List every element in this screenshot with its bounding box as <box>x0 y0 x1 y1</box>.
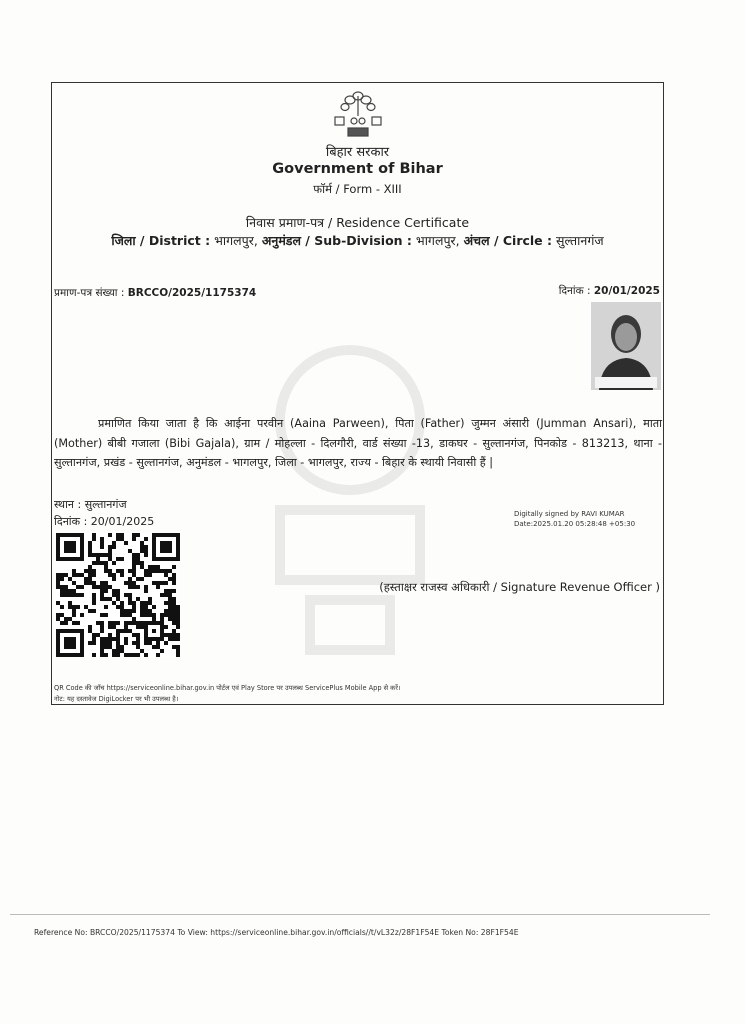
certificate-body <box>54 414 662 473</box>
cert-no-value: BRCCO/2025/1175374 <box>127 287 257 299</box>
cert-no-label: प्रमाण-पत्र संख्या : <box>54 287 125 299</box>
footer-divider <box>10 914 710 915</box>
signature-label: (हस्ताक्षर राजस्व अधिकारी / Signature Revenue Officer ) <box>379 580 660 594</box>
issue-date-value: 20/01/2025 <box>593 285 660 297</box>
photo-avatar <box>591 302 661 390</box>
digital-sign-name: Digitally signed by RAVI KUMAR <box>514 510 625 518</box>
subdivision-value: भागलपुर, <box>415 233 460 248</box>
watermark-emblem-icon <box>220 330 480 690</box>
government-title: Government of Bihar <box>272 161 443 177</box>
qr-note-line2: नोट: यह दस्तावेज DigiLocker पर भी उपलब्ध है। <box>54 695 179 703</box>
issue-date-label: दिनांक : <box>558 285 591 297</box>
reference-line: Reference No: BRCCO/2025/1175374 To View: https://serviceonline.bihar.gov.in/officials//t/vL32z/28F1F54E Token No: 28F1F54E <box>34 928 519 937</box>
state-name-hindi: बिहार सरकार <box>325 145 390 160</box>
digital-signature <box>514 509 635 529</box>
district-line <box>51 232 664 249</box>
qr-note <box>54 683 400 705</box>
qr-note-line1: QR Code की जाँच https://serviceonline.bihar.gov.in पोर्टल एवं Play Store पर उपलब्ध ServicePlus Mobile App से करें। <box>54 684 401 692</box>
certificate-body-text: प्रमाणित किया जाता है कि आईना परवीन (Aaina Parween), पिता (Father) जुम्मन अंसारी (Jumman Ansari), माता (Mother) बीबी गजाला (Bibi Gajala), ग्राम / मोहल्ला - दिलगौरी, वार्ड संख्या -13, डाकघर - सुल्तानगंज, पिनकोड - 813213, थाना - सुल्तानगंज, प्रखंड - सुल्तानगंज, अनुमंडल - भागलपुर, जिला - भागलपुर, राज्य - बिहार के स्थायी निवासी हैं | <box>54 417 662 469</box>
certificate-number <box>54 286 256 300</box>
footer-date: दिनांक : 20/01/2025 <box>54 515 155 528</box>
bihar-emblem-icon <box>332 86 384 138</box>
circle-value: सुल्तानगंज <box>556 233 604 248</box>
certificate-title: निवास प्रमाण-पत्र / Residence Certificate <box>245 215 470 230</box>
place: स्थान : सुल्तानगंज <box>54 498 127 511</box>
form-number: फॉर्म / Form - XIII <box>313 182 402 196</box>
circle-label: अंचल / Circle : <box>463 233 553 248</box>
subdivision-label: अनुमंडल / Sub-Division : <box>261 233 412 248</box>
qr-code-icon <box>56 533 180 657</box>
issue-date <box>559 284 660 298</box>
digital-sign-date: Date:2025.01.20 05:28:48 +05:30 <box>514 520 636 528</box>
district-value: भागलपुर, <box>214 233 258 248</box>
district-label: जिला / District : <box>111 233 211 248</box>
